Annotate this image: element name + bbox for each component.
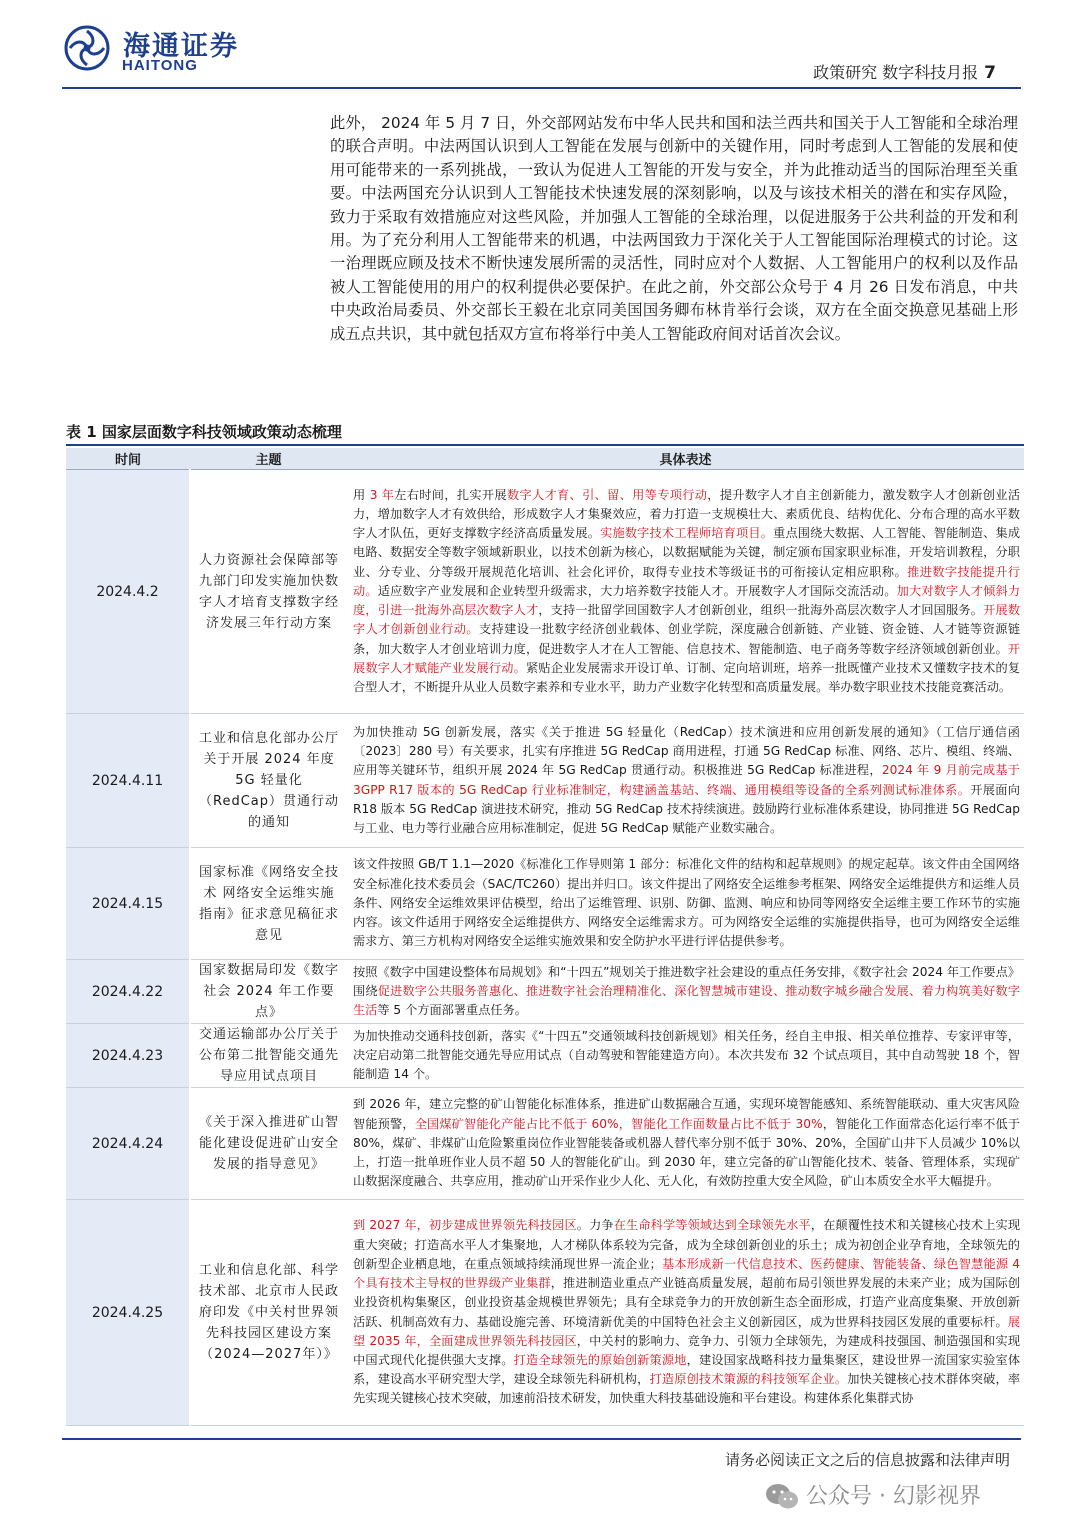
desc-text: ，智能化工作面常态化运行率不低于 80%，煤矿、非煤矿山危险繁重岗位作业智能装备或机器人替代率分别不低于 30%、20%，全国矿山井下人员减少 10%以上，打造一批单班作业人员不超 50 人的智能化矿山。到 2030 年，建立完备的矿山智能化技术、装备、管理体系，实现矿山数据深度融合、共享应用，推动矿山开采作业少人化、无人化，有效防控重大安全风险，矿山本质安全水平大幅提升。 (353, 1116, 1021, 1189)
desc-text: 为加快推动 5G 创新发展，落实《关于推进 5G 轻量化（RedCap）技术演进和应用创新发展的通知》（工信厅通信函〔2023〕280 号）有关要求，扎实有序推进 5G RedCap 商用进程，打通 5G RedCap 标准、网络、芯片、模组、终端、应用等关键环节，组织开展 2024 年 5G RedCap 贯通行动。积极推进 5G RedCap 标准进程， (353, 724, 1020, 778)
highlighted-text: 3 年 (369, 487, 395, 502)
desc-text: ，中关村的影响力、竞争力、引领力全球领先，为建成科技强国、制造强国和实现中国式现代化提供强大支撑。 (353, 1333, 1021, 1367)
body-paragraph: 此外， 2024 年 5 月 7 日，外交部网站发布中华人民共和国和法兰西共和国关于人工智能和全球治理的联合声明。中法两国认识到人工智能在发展与创新中的关键作用，同时考虑到人工智能的发展和使用可能带来的一系列挑战，一致认为促进人工智能的开发与安全，并为此推动适当的国际治理至关重要。中法两国充分认识到人工智能技术快速发展的深刻影响，以及与该技术相关的潜在和实存风险，致力于采取有效措施应对这些风险，并加强人工智能的全球治理，以促进服务于公共利益的开发和利用。为了充分利用人工智能带来的机遇，中法两国致力于深化关于人工智能国际治理模式的讨论。这一治理既应顾及技术不断快速发展所需的灵活性，同时应对个人数据、人工智能用户的权利以及作品被人工智能使用的用户的权利提供必要保护。在此之前，外交部公众号于 4 月 26 日发布消息，中共中央政治局委员、外交部长王毅在北京同美国国务卿布林肯举行会谈，双方在全面交换意见基础上形成五点共识，其中就包括双方宣布将举行中美人工智能政府间对话首次会议。 (330, 114, 1018, 343)
highlighted-text: 实施数字技术工程师培育项目。 (600, 526, 774, 541)
footer-rule (62, 1438, 1021, 1440)
highlighted-text: 加大对数字人才倾斜力度，引进一批海外高层次数字人才 (353, 583, 1021, 618)
desc-text: 到 2026 年，建立完整的矿山智能化标准体系，推进矿山数据融合互通，实现环境智能感知、系统智能联动、重大灾害风险智能预警， (353, 1097, 1020, 1131)
header-desc: 具体表述 (347, 448, 1024, 470)
row-topic: 《关于深入推进矿山智能化建设促进矿山安全发展的指导意见》 (190, 1088, 347, 1200)
row-desc (347, 470, 1024, 714)
highlighted-text: 数字人才育、引、留、用等专项行动 (506, 487, 708, 502)
desc-text: ，建设国家战略科技力量集聚区，建设世界一流国家实验室体系，建设高水平研究型大学，建设全球领先科研机构， (353, 1352, 1021, 1387)
highlighted-text: 在生命科学等领域达到全球领先水平 (613, 1218, 811, 1233)
row-date: 2024.4.25 (66, 1200, 190, 1426)
watermark: 公众号 · 幻影视界 (806, 1484, 981, 1509)
page-number: 7 (984, 63, 996, 83)
row-topic: 工业和信息化部办公厅关于开展 2024 年度 5G 轻量化（RedCap）贯通行动的通知 (190, 714, 347, 848)
desc-text: 重点围绕大数据、人工智能、智能制造、集成电路、数据安全等数字领域新职业，以技术创新为核心，以数据赋能为关键，制定颁布国家职业标准，开发培训教程，分职业、分专业、分等级开展规范化培训、社会化评价，取得专业技术等级证书的可衔接认定相应职称。 (353, 526, 1021, 579)
desc-text: 该文件按照 GB/T 1.1—2020《标准化工作导则第 1 部分：标准化文件的结构和起草规则》的规定起草。该文件由全国网络安全标准化技术委员会（SAC/TC260）提出并归口。该文件提出了网络安全运维参考框架、网络安全运维提供方和运维人员条件、网络安全运维效果评估模型，给出了运维管理、识别、防御、监测、响应和协同等网络安全运维主要工作环节的实施内容。该文件适用于网络安全运维提供方、网络安全运维需求方。可为网络安全运维的实施提供指导，也可为网络安全运维需求方、第三方机构对网络安全运维实施效果和安全防护水平进行评估提供参考。 (353, 857, 1020, 949)
row-desc (347, 1200, 1024, 1426)
row-desc (347, 960, 1024, 1024)
desc-text: 支持建设一批数字经济创业载体、创业学院，深度融合创新链、产业链、资金链、人才链等资源链条，加大数字人才创业培训力度，促进数字人才在人工智能、信息技术、智能制造、电子商务等数字经济领域创新创业。 (353, 622, 1021, 656)
row-desc (347, 1088, 1024, 1200)
highlighted-text: 促进数字公共服务普惠化、推进数字社会治理精准化、深化智慧城市建设、推动数字城乡融合发展、着力构筑美好数字生活 (353, 983, 1021, 1018)
table-row (66, 714, 1024, 848)
row-date: 2024.4.22 (66, 960, 190, 1024)
table-row (66, 1200, 1024, 1426)
row-date: 2024.4.15 (66, 848, 190, 960)
highlighted-text: 开展数字人才创新创业行动。 (353, 603, 1021, 637)
row-desc (347, 1024, 1024, 1088)
row-date: 2024.4.11 (66, 714, 190, 848)
table-row (66, 848, 1024, 960)
haitong-logo-icon (64, 25, 110, 71)
row-topic: 国家数据局印发《数字社会 2024 年工作要点》 (190, 960, 347, 1024)
highlighted-text: 到 2027 年，初步建成世界领先科技园区 (353, 1218, 577, 1233)
row-date: 2024.4.2 (66, 470, 190, 714)
row-topic: 人力资源社会保障部等九部门印发实施加快数字人才培育支撑数字经济发展三年行动方案 (190, 470, 347, 714)
wechat-icon (764, 1482, 800, 1512)
page-header (0, 0, 1080, 90)
row-topic: 工业和信息化部、科学技术部、北京市人民政府印发《中关村世界领先科技园区建设方案（2024—2027年）》 (190, 1200, 347, 1426)
row-date: 2024.4.23 (66, 1024, 190, 1088)
row-topic: 国家标准《网络安全技术 网络安全运维实施指南》征求意见稿征求意见 (190, 848, 347, 960)
desc-text: ，推进制造业重点产业链高质量发展，超前布局引领世界发展的未来产业；成为国际创业投资机构集聚区，创业投资基金规模世界领先；具有全球竞争力的开放创新生态全面形成，打造产业高度集聚、开放创新活跃、机制高效有力、基础设施完善、环境清新优美的中国特色社会主义创新园区，成为世界科技园区发展的重要标杆。 (353, 1276, 1021, 1329)
running-title: 政策研究 数字科技月报 (813, 63, 979, 82)
desc-text: 为加快推动交通科技创新，落实《“十四五”交通领域科技创新规划》相关任务，经自主申报、相关单位推荐、专家评审等，决定启动第二批智能交通先导应用试点（自动驾驶和智能建造方向）。本次共发布 32 个试点项目，其中自动驾驶 18 个，智能制造 14 个。 (353, 1028, 1020, 1082)
desc-text: 开展面向 R18 版本 5G RedCap 演进技术研究，推动 5G RedCap 技术持续演进。鼓励跨行业标准体系建设，协同推进 5G RedCap 与工业、电力等行业融合应用标准制定，促进 5G RedCap 赋能产业数实融合。 (353, 782, 1020, 835)
highlighted-text: 推进数字技能提升行动。 (353, 564, 1021, 598)
desc-text: ，提升数字人才自主创新能力，激发数字人才创新创业活力，增加数字人才有效供给，形成数字人才集聚效应，着力打造一支规模壮大、素质优良、结构优化、分布合理的高水平数字人才队伍，更好支撑数字经济高质量发展。 (353, 487, 1021, 541)
policy-table (66, 448, 1024, 1426)
desc-text: 紧贴企业发展需求开设订单、订制、定向培训班，培养一批既懂产业技术又懂数字技术的复合型人才，不断提升从业人员数字素养和专业水平，助力产业数字化转型和高质量发展。举办数字职业技术技能竞赛活动。 (353, 660, 1021, 694)
highlighted-text: 展望 2035 年，全面建成世界领先科技园区 (353, 1314, 1020, 1348)
table-row (66, 1088, 1024, 1200)
table-row (66, 470, 1024, 714)
highlighted-text: 打造原创技术策源的科技领军企业。 (649, 1372, 848, 1387)
desc-text: 用 (353, 487, 370, 502)
table-header-row (66, 448, 1024, 470)
logo-english-name: HAITONG (122, 57, 198, 74)
legal-disclaimer: 请务必阅读正文之后的信息披露和法律声明 (724, 1451, 1010, 1469)
row-desc (347, 848, 1024, 960)
row-desc (347, 714, 1024, 848)
highlighted-text: 2024 年 9 月前完成基于 3GPP R17 版本的 5G RedCap 行业标准制定，构建涵盖基站、终端、通用模组等设备的全系列测试标准体系。 (353, 763, 1020, 797)
logo-chinese-name: 海通证券 (123, 31, 239, 62)
desc-text: ，支持一批留学回国数字人才创新创业，组织一批海外高层次数字人才回国服务。 (538, 603, 984, 618)
highlighted-text: 打造全球领先的原始创新策源地 (513, 1352, 687, 1367)
desc-text: 。力争 (576, 1218, 614, 1233)
desc-text: 加快关键核心技术群体突破，率先实现关键核心技术突破，加速前沿技术研发，加快重大科技基础设施和平台建设。构建体系化集群式协 (353, 1372, 1021, 1406)
header-topic: 主题 (190, 448, 347, 470)
table-top-rule (66, 444, 1024, 446)
running-head (813, 60, 996, 83)
header-rule (62, 87, 1021, 89)
row-topic: 交通运输部办公厅关于公布第二批智能交通先导应用试点项目 (190, 1024, 347, 1088)
highlighted-text: 全国煤矿智能化产能占比不低于 60%，智能化工作面数量占比不低于 30% (414, 1116, 823, 1131)
highlighted-text: 开展数字人才赋能产业发展行动。 (353, 641, 1020, 675)
table-caption: 表 1 国家层面数字科技领域政策动态梳理 (66, 423, 342, 441)
desc-text: 左右时间，扎实开展 (394, 487, 507, 502)
table-row (66, 960, 1024, 1024)
desc-text: 适应数字产业发展和企业转型升级需求，大力培养数字技能人才。开展数字人才国际交流活动。 (377, 583, 897, 598)
desc-text: ，在颠覆性技术和关键核心技术上实现重大突破；打造高水平人才集聚地，人才梯队体系较为完备，成为全球创新创业的乐土；成为初创企业孕育地，全球领先的创新型企业栖息地，在重点领域持续涌现世界一流企业； (353, 1218, 1021, 1271)
desc-text: 按照《数字中国建设整体布局规划》和“十四五”规划关于推进数字社会建设的重点任务安排，《数字社会 2024 年工作要点》围绕 (353, 964, 1020, 998)
header-date: 时间 (66, 448, 190, 470)
row-date: 2024.4.24 (66, 1088, 190, 1200)
desc-text: 等 5 个方面部署重点任务。 (377, 1003, 527, 1018)
table-row (66, 1024, 1024, 1088)
highlighted-text: 基本形成新一代信息技术、医药健康、智能装备、绿色智慧能源 4 个具有技术主导权的世界级产业集群 (353, 1256, 1020, 1291)
